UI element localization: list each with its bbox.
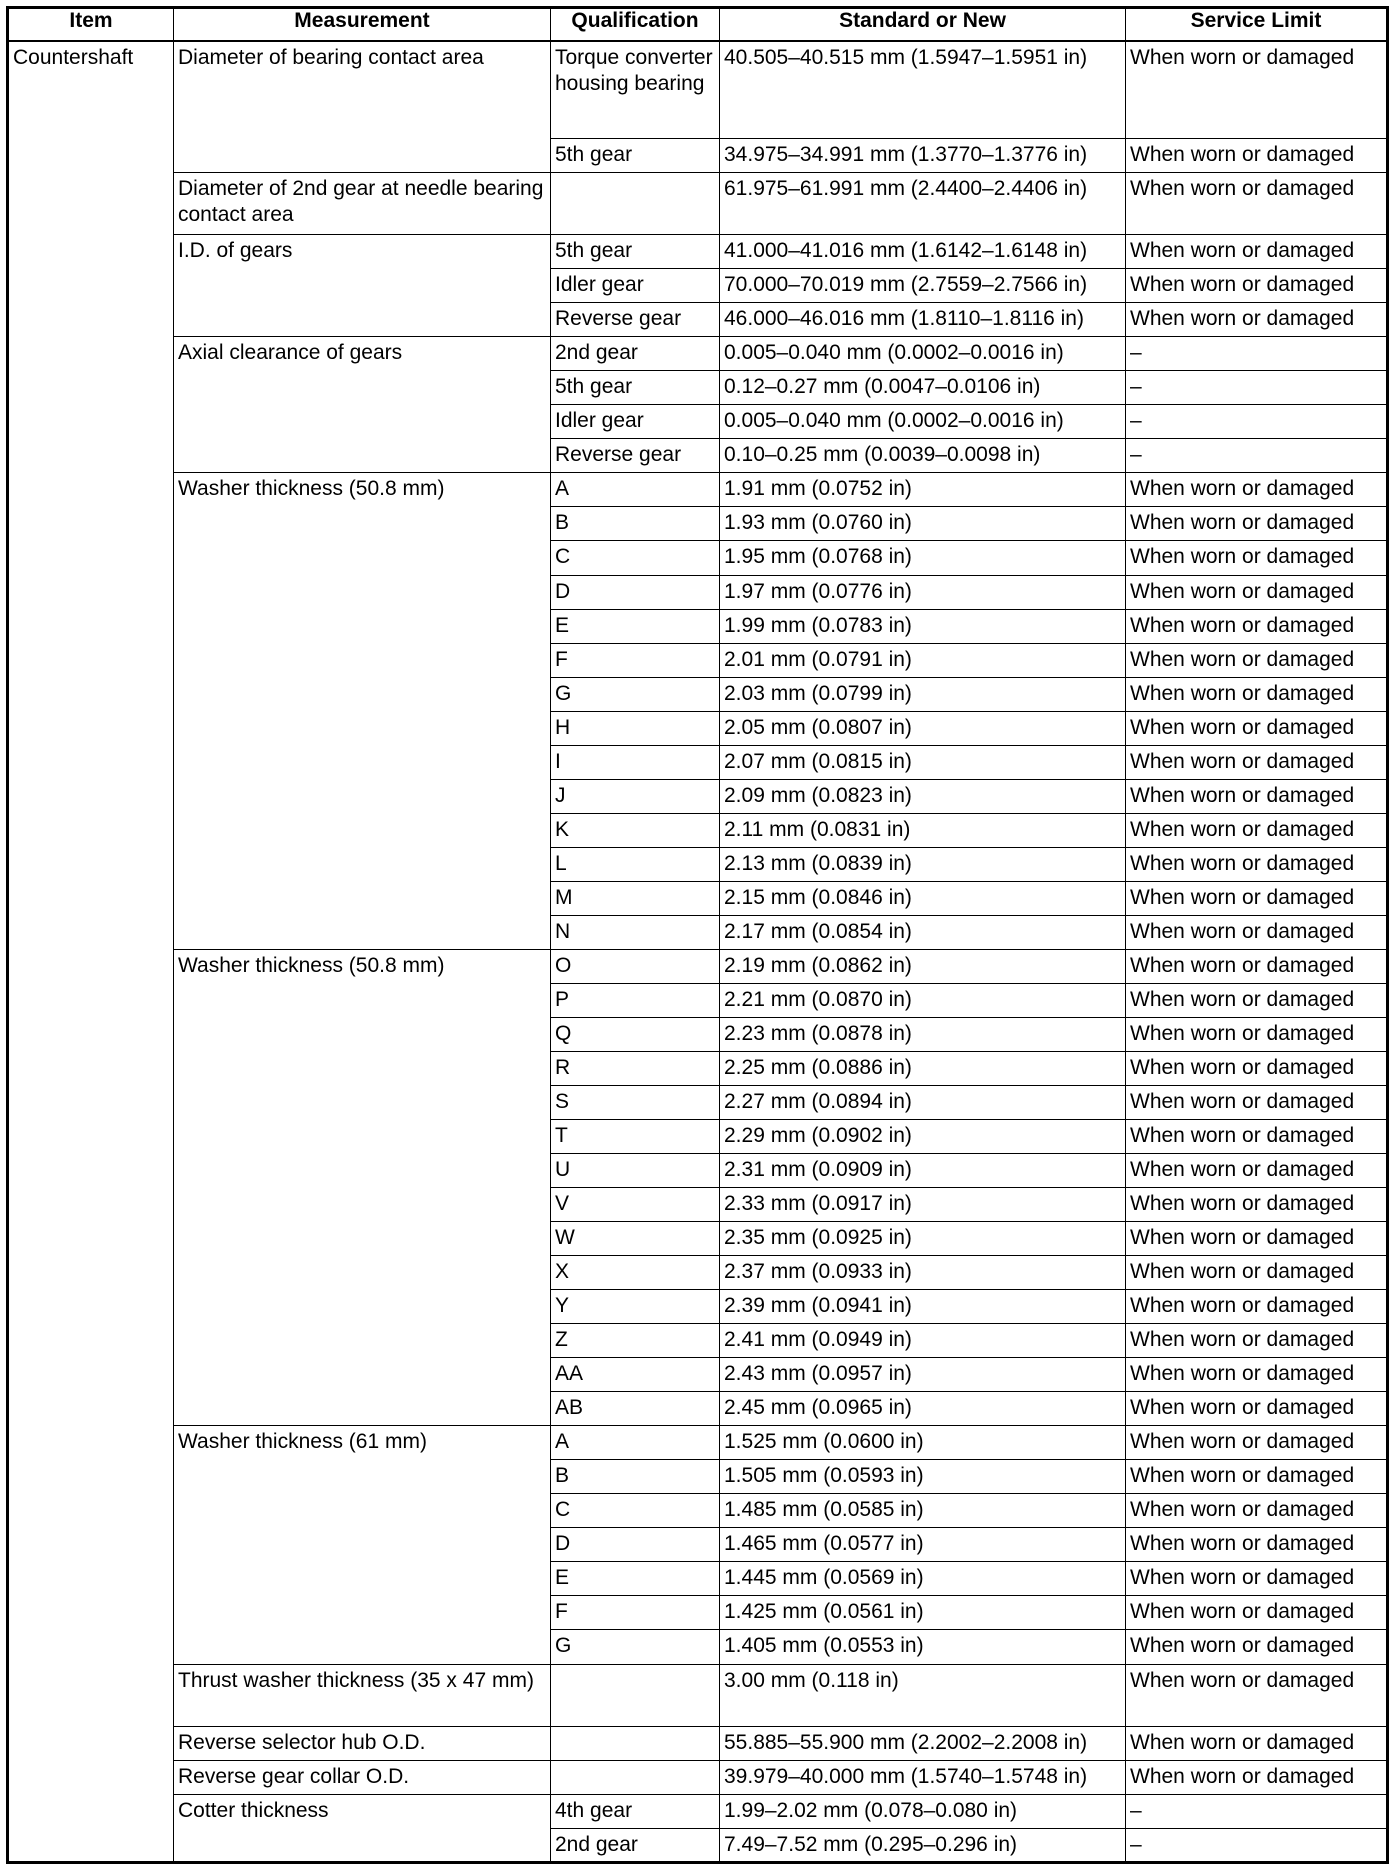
service-limit-cell: When worn or damaged [1126, 473, 1388, 507]
qualification-cell: S [551, 1085, 720, 1119]
standard-cell: 2.45 mm (0.0965 in) [720, 1392, 1126, 1426]
spec-body [8, 41, 1388, 1863]
qualification-cell: L [551, 847, 720, 881]
service-limit-cell: When worn or damaged [1126, 1085, 1388, 1119]
service-limit-cell: When worn or damaged [1126, 609, 1388, 643]
qualification-cell: E [551, 609, 720, 643]
standard-cell: 1.445 mm (0.0569 in) [720, 1562, 1126, 1596]
table-row [8, 41, 1388, 139]
header-measurement: Measurement [174, 8, 551, 41]
qualification-cell: A [551, 473, 720, 507]
qualification-cell: C [551, 541, 720, 575]
standard-cell: 0.005–0.040 mm (0.0002–0.0016 in) [720, 405, 1126, 439]
qualification-cell: Q [551, 1017, 720, 1051]
table-row [8, 1760, 1388, 1794]
standard-cell: 55.885–55.900 mm (2.2002–2.2008 in) [720, 1726, 1126, 1760]
standard-cell: 2.29 mm (0.0902 in) [720, 1120, 1126, 1154]
measurement-cell: Diameter of bearing contact area [174, 41, 551, 173]
standard-cell: 40.505–40.515 mm (1.5947–1.5951 in) [720, 41, 1126, 139]
table-row [8, 1726, 1388, 1760]
measurement-cell: Reverse gear collar O.D. [174, 1760, 551, 1794]
service-limit-cell: – [1126, 1828, 1388, 1862]
service-limit-cell: When worn or damaged [1126, 1256, 1388, 1290]
table-row [8, 337, 1388, 371]
service-limit-cell: When worn or damaged [1126, 1392, 1388, 1426]
qualification-cell: U [551, 1154, 720, 1188]
service-limit-cell: When worn or damaged [1126, 949, 1388, 983]
standard-cell: 2.09 mm (0.0823 in) [720, 779, 1126, 813]
service-limit-cell: When worn or damaged [1126, 1154, 1388, 1188]
qualification-cell: N [551, 915, 720, 949]
service-limit-cell: When worn or damaged [1126, 507, 1388, 541]
service-limit-cell: When worn or damaged [1126, 1188, 1388, 1222]
standard-cell: 61.975–61.991 mm (2.4400–2.4406 in) [720, 173, 1126, 235]
qualification-cell: O [551, 949, 720, 983]
qualification-cell: 5th gear [551, 235, 720, 269]
qualification-cell [551, 1726, 720, 1760]
service-limit-cell: When worn or damaged [1126, 983, 1388, 1017]
qualification-cell: 5th gear [551, 139, 720, 173]
standard-cell: 1.405 mm (0.0553 in) [720, 1630, 1126, 1664]
qualification-cell: G [551, 1630, 720, 1664]
standard-cell: 1.97 mm (0.0776 in) [720, 575, 1126, 609]
standard-cell: 2.43 mm (0.0957 in) [720, 1358, 1126, 1392]
standard-cell: 1.505 mm (0.0593 in) [720, 1460, 1126, 1494]
qualification-cell: F [551, 643, 720, 677]
qualification-cell [551, 1760, 720, 1794]
qualification-cell: X [551, 1256, 720, 1290]
standard-cell: 2.15 mm (0.0846 in) [720, 881, 1126, 915]
service-limit-cell: When worn or damaged [1126, 1664, 1388, 1726]
qualification-cell: W [551, 1222, 720, 1256]
qualification-cell: H [551, 711, 720, 745]
service-limit-cell: – [1126, 439, 1388, 473]
standard-cell: 2.21 mm (0.0870 in) [720, 983, 1126, 1017]
table-row [8, 1664, 1388, 1726]
table-row [8, 173, 1388, 235]
standard-cell: 0.12–0.27 mm (0.0047–0.0106 in) [720, 371, 1126, 405]
qualification-cell: J [551, 779, 720, 813]
qualification-cell: B [551, 507, 720, 541]
standard-cell: 2.19 mm (0.0862 in) [720, 949, 1126, 983]
qualification-cell: Reverse gear [551, 303, 720, 337]
standard-cell: 1.91 mm (0.0752 in) [720, 473, 1126, 507]
standard-cell: 2.25 mm (0.0886 in) [720, 1051, 1126, 1085]
qualification-cell [551, 1664, 720, 1726]
service-limit-cell: – [1126, 371, 1388, 405]
service-limit-cell: When worn or damaged [1126, 1630, 1388, 1664]
service-limit-cell: When worn or damaged [1126, 779, 1388, 813]
measurement-cell: I.D. of gears [174, 235, 551, 337]
service-limit-cell: When worn or damaged [1126, 173, 1388, 235]
service-limit-cell: – [1126, 1794, 1388, 1828]
service-limit-cell: When worn or damaged [1126, 1290, 1388, 1324]
qualification-cell: R [551, 1051, 720, 1085]
measurement-cell: Diameter of 2nd gear at needle bearing contact area [174, 173, 551, 235]
qualification-cell: D [551, 1528, 720, 1562]
standard-cell: 39.979–40.000 mm (1.5740–1.5748 in) [720, 1760, 1126, 1794]
standard-cell: 1.465 mm (0.0577 in) [720, 1528, 1126, 1562]
measurement-cell: Cotter thickness [174, 1794, 551, 1862]
standard-cell: 2.11 mm (0.0831 in) [720, 813, 1126, 847]
standard-cell: 2.31 mm (0.0909 in) [720, 1154, 1126, 1188]
service-limit-cell: When worn or damaged [1126, 1528, 1388, 1562]
standard-cell: 2.01 mm (0.0791 in) [720, 643, 1126, 677]
service-limit-cell: When worn or damaged [1126, 1726, 1388, 1760]
standard-cell: 3.00 mm (0.118 in) [720, 1664, 1126, 1726]
measurement-cell: Axial clearance of gears [174, 337, 551, 473]
standard-cell: 1.95 mm (0.0768 in) [720, 541, 1126, 575]
spec-table [6, 6, 1389, 1864]
qualification-cell: AB [551, 1392, 720, 1426]
standard-cell: 2.33 mm (0.0917 in) [720, 1188, 1126, 1222]
qualification-cell: 4th gear [551, 1794, 720, 1828]
qualification-cell: Reverse gear [551, 439, 720, 473]
standard-cell: 2.41 mm (0.0949 in) [720, 1324, 1126, 1358]
service-limit-cell: When worn or damaged [1126, 1596, 1388, 1630]
qualification-cell: F [551, 1596, 720, 1630]
standard-cell: 0.005–0.040 mm (0.0002–0.0016 in) [720, 337, 1126, 371]
service-limit-cell: When worn or damaged [1126, 677, 1388, 711]
service-limit-cell: When worn or damaged [1126, 575, 1388, 609]
standard-cell: 2.05 mm (0.0807 in) [720, 711, 1126, 745]
table-row [8, 235, 1388, 269]
measurement-cell: Reverse selector hub O.D. [174, 1726, 551, 1760]
header-standard: Standard or New [720, 8, 1126, 41]
qualification-cell: P [551, 983, 720, 1017]
service-limit-cell: When worn or damaged [1126, 1426, 1388, 1460]
standard-cell: 70.000–70.019 mm (2.7559–2.7566 in) [720, 269, 1126, 303]
service-limit-cell: When worn or damaged [1126, 1120, 1388, 1154]
service-limit-cell: When worn or damaged [1126, 1562, 1388, 1596]
qualification-cell: T [551, 1120, 720, 1154]
service-limit-cell: When worn or damaged [1126, 269, 1388, 303]
qualification-cell: Y [551, 1290, 720, 1324]
standard-cell: 1.99–2.02 mm (0.078–0.080 in) [720, 1794, 1126, 1828]
qualification-cell: V [551, 1188, 720, 1222]
qualification-cell: Torque converter housing bearing [551, 41, 720, 139]
qualification-cell: M [551, 881, 720, 915]
service-limit-cell: When worn or damaged [1126, 1222, 1388, 1256]
standard-cell: 2.03 mm (0.0799 in) [720, 677, 1126, 711]
qualification-cell: B [551, 1460, 720, 1494]
table-row [8, 949, 1388, 983]
service-limit-cell: When worn or damaged [1126, 881, 1388, 915]
qualification-cell: 2nd gear [551, 337, 720, 371]
service-limit-cell: When worn or damaged [1126, 847, 1388, 881]
standard-cell: 2.37 mm (0.0933 in) [720, 1256, 1126, 1290]
standard-cell: 2.07 mm (0.0815 in) [720, 745, 1126, 779]
service-limit-cell: When worn or damaged [1126, 541, 1388, 575]
standard-cell: 1.485 mm (0.0585 in) [720, 1494, 1126, 1528]
standard-cell: 2.13 mm (0.0839 in) [720, 847, 1126, 881]
table-row [8, 1794, 1388, 1828]
standard-cell: 2.35 mm (0.0925 in) [720, 1222, 1126, 1256]
standard-cell: 2.17 mm (0.0854 in) [720, 915, 1126, 949]
qualification-cell: I [551, 745, 720, 779]
service-limit-cell: When worn or damaged [1126, 915, 1388, 949]
table-row [8, 1426, 1388, 1460]
qualification-cell: 2nd gear [551, 1828, 720, 1862]
service-limit-cell: When worn or damaged [1126, 711, 1388, 745]
standard-cell: 1.99 mm (0.0783 in) [720, 609, 1126, 643]
header-row [8, 8, 1388, 41]
qualification-cell: AA [551, 1358, 720, 1392]
qualification-cell: K [551, 813, 720, 847]
standard-cell: 41.000–41.016 mm (1.6142–1.6148 in) [720, 235, 1126, 269]
measurement-cell: Washer thickness (61 mm) [174, 1426, 551, 1664]
measurement-cell: Thrust washer thickness (35 x 47 mm) [174, 1664, 551, 1726]
qualification-cell: A [551, 1426, 720, 1460]
service-limit-cell: – [1126, 337, 1388, 371]
standard-cell: 1.525 mm (0.0600 in) [720, 1426, 1126, 1460]
standard-cell: 2.39 mm (0.0941 in) [720, 1290, 1126, 1324]
measurement-cell: Washer thickness (50.8 mm) [174, 473, 551, 949]
service-limit-cell: When worn or damaged [1126, 1051, 1388, 1085]
service-limit-cell: When worn or damaged [1126, 1460, 1388, 1494]
qualification-cell [551, 173, 720, 235]
standard-cell: 0.10–0.25 mm (0.0039–0.0098 in) [720, 439, 1126, 473]
service-limit-cell: When worn or damaged [1126, 1494, 1388, 1528]
table-row [8, 473, 1388, 507]
qualification-cell: G [551, 677, 720, 711]
item-cell: Countershaft [8, 41, 174, 1863]
service-limit-cell: When worn or damaged [1126, 139, 1388, 173]
qualification-cell: E [551, 1562, 720, 1596]
qualification-cell: Z [551, 1324, 720, 1358]
service-limit-cell: When worn or damaged [1126, 1760, 1388, 1794]
service-limit-cell: When worn or damaged [1126, 1358, 1388, 1392]
standard-cell: 7.49–7.52 mm (0.295–0.296 in) [720, 1828, 1126, 1862]
service-limit-cell: When worn or damaged [1126, 813, 1388, 847]
qualification-cell: D [551, 575, 720, 609]
header-service-limit: Service Limit [1126, 8, 1388, 41]
service-limit-cell: When worn or damaged [1126, 1017, 1388, 1051]
measurement-cell: Washer thickness (50.8 mm) [174, 949, 551, 1425]
service-limit-cell: When worn or damaged [1126, 303, 1388, 337]
qualification-cell: C [551, 1494, 720, 1528]
qualification-cell: 5th gear [551, 371, 720, 405]
standard-cell: 1.93 mm (0.0760 in) [720, 507, 1126, 541]
service-limit-cell: When worn or damaged [1126, 235, 1388, 269]
standard-cell: 2.23 mm (0.0878 in) [720, 1017, 1126, 1051]
service-limit-cell: When worn or damaged [1126, 745, 1388, 779]
qualification-cell: Idler gear [551, 405, 720, 439]
service-limit-cell: When worn or damaged [1126, 41, 1388, 139]
standard-cell: 46.000–46.016 mm (1.8110–1.8116 in) [720, 303, 1126, 337]
service-limit-cell: When worn or damaged [1126, 643, 1388, 677]
service-limit-cell: – [1126, 405, 1388, 439]
qualification-cell: Idler gear [551, 269, 720, 303]
standard-cell: 34.975–34.991 mm (1.3770–1.3776 in) [720, 139, 1126, 173]
service-limit-cell: When worn or damaged [1126, 1324, 1388, 1358]
standard-cell: 1.425 mm (0.0561 in) [720, 1596, 1126, 1630]
header-item: Item [8, 8, 174, 41]
standard-cell: 2.27 mm (0.0894 in) [720, 1085, 1126, 1119]
header-qualification: Qualification [551, 8, 720, 41]
